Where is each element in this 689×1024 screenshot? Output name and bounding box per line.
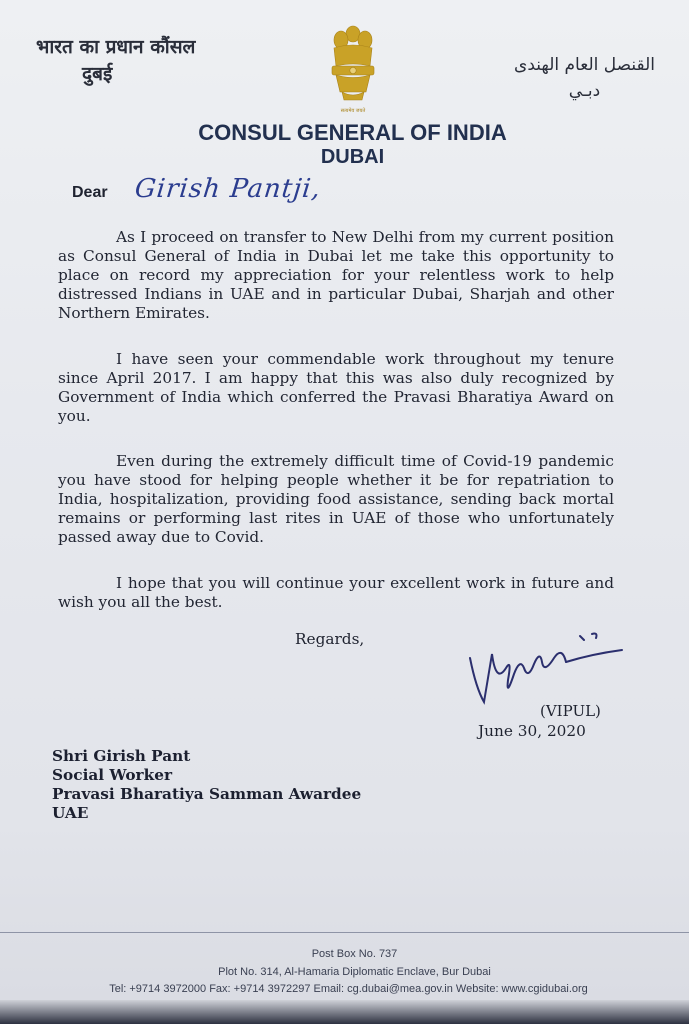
paragraph-1 bbox=[58, 228, 614, 323]
recipient-address bbox=[52, 747, 361, 823]
hindi-city: दुबई bbox=[82, 63, 113, 85]
salutation-dear: Dear bbox=[72, 184, 108, 201]
bottom-shadow bbox=[0, 1000, 689, 1024]
paragraph-4 bbox=[58, 574, 614, 612]
footer-address: Plot No. 314, Al-Hamaria Diplomatic Enclave, Bur Dubai bbox=[218, 966, 491, 978]
recipient-location: UAE bbox=[52, 804, 89, 822]
paragraph-2 bbox=[58, 350, 614, 426]
paragraph-3 bbox=[58, 452, 614, 547]
recipient-role: Social Worker bbox=[52, 766, 173, 784]
arabic-title: القنصل العام الهندى bbox=[514, 55, 655, 75]
footer-divider bbox=[0, 932, 689, 933]
paragraph-text: Even during the extremely difficult time of Covid-19 pandemic you have stood for helping people whether it be for repatriation to India, hospitalization, providing food assistance, sending back mortal remains or performing last rites in UAE of those who unfortunately passed away due to Covid. bbox=[58, 452, 614, 546]
footer-po-box: Post Box No. 737 bbox=[311, 948, 398, 960]
hindi-title: भारत का प्रधान कौंसल bbox=[36, 36, 196, 58]
emblem-motto: सत्यमेव जयते bbox=[340, 108, 366, 114]
recipient-name: Shri Girish Pant bbox=[52, 747, 191, 765]
signatory-name: (VIPUL) bbox=[540, 702, 601, 720]
arabic-city: دبـي bbox=[568, 81, 601, 101]
letterhead-city: DUBAI bbox=[320, 146, 385, 168]
arabic-letterhead bbox=[514, 52, 655, 104]
hindi-letterhead bbox=[36, 34, 195, 88]
paragraph-text: I have seen your commendable work throughout my tenure since April 2017. I am happy that this was also duly recognized by Government of India which conferred the Pravasi Bharatiya Award on you. bbox=[58, 350, 614, 425]
footer-contact: Tel: +9714 3972000 Fax: +9714 3972297 Email: cg.dubai@mea.gov.in Website: www.cgidubai.org bbox=[109, 983, 588, 995]
letterhead-title: CONSUL GENERAL OF INDIA bbox=[198, 120, 507, 145]
recipient-award: Pravasi Bharatiya Samman Awardee bbox=[52, 785, 362, 803]
signature-icon bbox=[462, 628, 626, 708]
paragraph-text: As I proceed on transfer to New Delhi from my current position as Consul General of India in Dubai let me take this opportunity to place on record my appreciation for your relentless work to help distressed Indians in UAE and in particular Dubai, Sharjah and other Northern Emirates. bbox=[58, 228, 614, 322]
closing-regards: Regards, bbox=[295, 630, 365, 648]
paragraph-text: I hope that you will continue your excellent work in future and wish you all the best. bbox=[58, 574, 614, 611]
handwritten-recipient: Girish Pantji, bbox=[133, 174, 323, 204]
national-emblem-icon bbox=[322, 22, 384, 116]
letter-date: June 30, 2020 bbox=[478, 722, 586, 740]
